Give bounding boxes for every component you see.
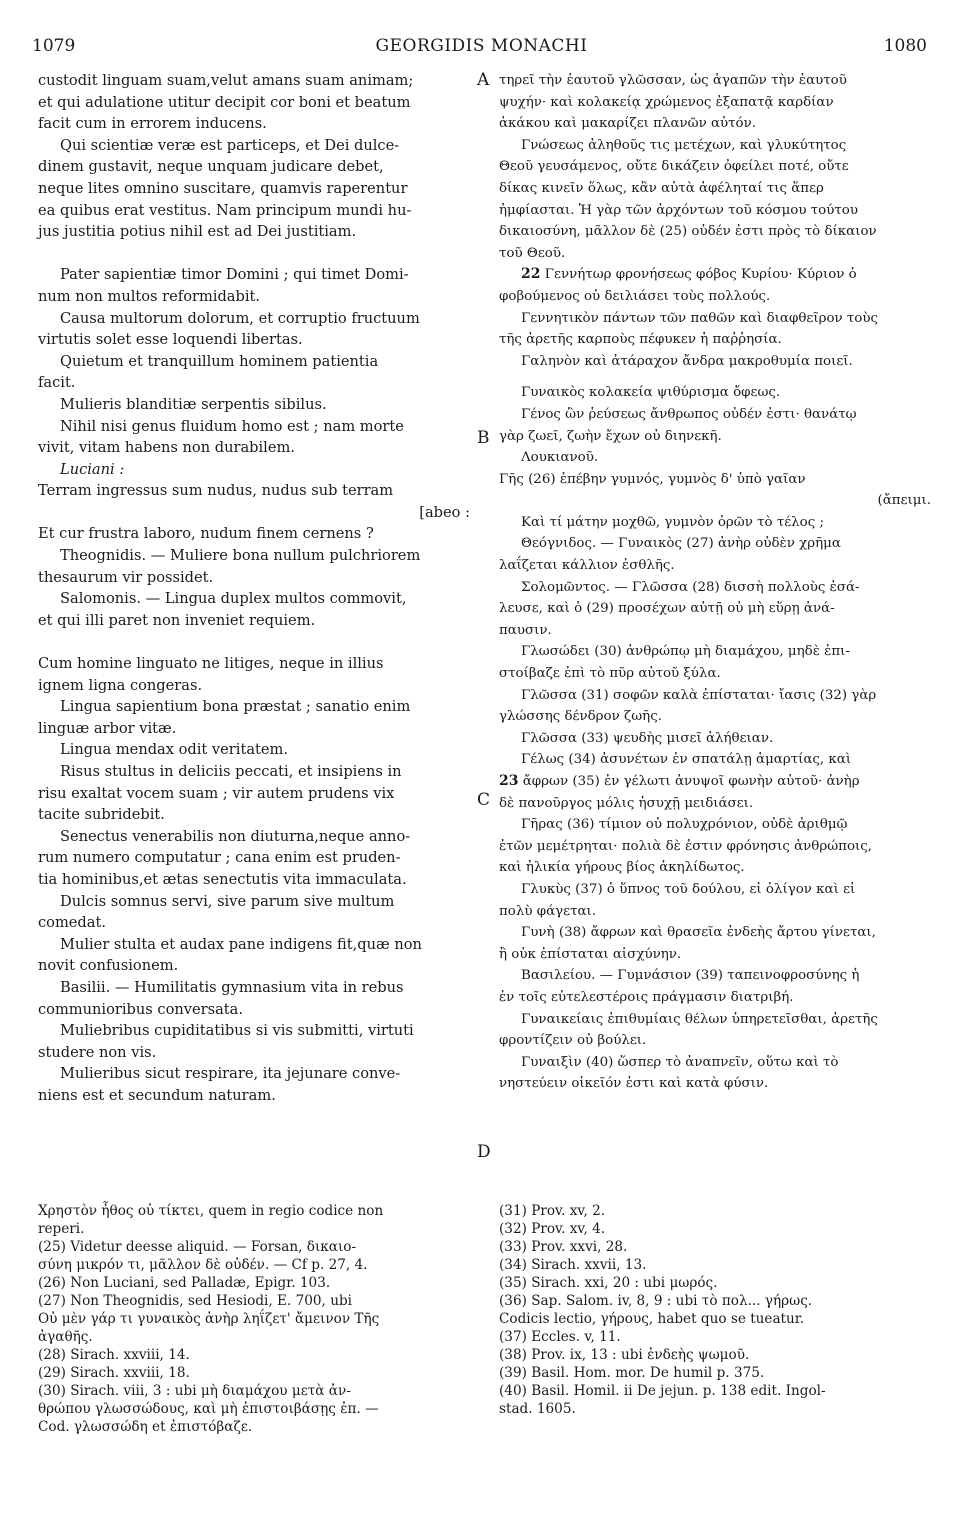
greek-line <box>499 771 931 793</box>
greek-line: φοβούμενος οὐ δειλιάσει τοὺς πολλούς. <box>499 288 771 304</box>
footnote-line: (32) Prov. xv, 4. <box>499 1221 606 1237</box>
latin-line: studere non vis. <box>38 1043 157 1061</box>
greek-line: παυσιν. <box>499 622 552 638</box>
greek-line: Λουκιανοῦ. <box>521 450 599 466</box>
footnote-line: (35) Sirach. xxi, 20 : ubi μωρός. <box>499 1275 718 1291</box>
latin-line: Quietum et tranquillum hominem patientia <box>60 352 379 370</box>
greek-line: δίκας κινεῖν ὅλως, κἂν αὐτὰ ἀφέληταί τις ἅπερ <box>499 180 824 196</box>
latin-column <box>38 70 470 1107</box>
greek-line: καὶ ἡλικία γήρους βίος ἀκηλίδωτος. <box>499 860 745 876</box>
greek-line-text: ἄφρων (35) ἐν γέλωτι ἀνυψοῖ φωνὴν αὐτοῦ· ἀνὴρ <box>522 774 860 789</box>
greek-line: λευσε, καὶ ὁ (29) προσέχων αὐτῇ οὐ μὴ εὕρῃ ἀνά- <box>499 601 835 617</box>
latin-line: et qui adulatione utitur decipit cor boni et beatum <box>38 93 411 111</box>
latin-line: Dulcis somnus servi, sive parum sive multum <box>60 892 395 910</box>
greek-line: δικαιοσύνη, μᾶλλον δὲ (25) οὐδέν ἐστι πρὸς τὸ δίκαιον <box>499 224 877 240</box>
footnote-line: (34) Sirach. xxvii, 13. <box>499 1257 647 1273</box>
latin-line: communioribus conversata. <box>38 1000 244 1018</box>
margin-letter-d: D <box>477 1142 491 1162</box>
latin-line: Risus stultus in deliciis peccati, et insipiens in <box>60 763 402 780</box>
greek-line: ἐν τοῖς εὐτελεστέροις πράγμασιν διατριβή. <box>499 989 794 1005</box>
latin-line: dinem gustavit, neque unquam judicare debet, <box>38 158 384 176</box>
page-number-right: 1080 <box>883 36 927 56</box>
greek-line: Γνώσεως ἀληθοῦς τις μετέχων, καὶ γλυκύτητος <box>521 137 847 153</box>
latin-line: num non multos reformidabit. <box>38 287 261 305</box>
latin-line: jus justitia potius nihil est ad Dei justitiam. <box>38 223 357 241</box>
greek-line: δὲ πανοῦργος μόλις ἡσυχῇ μειδιάσει. <box>499 795 754 811</box>
latin-line: Mulieris blanditiæ serpentis sibilus. <box>60 395 327 413</box>
greek-line: Γένος ὢν ῥεύσεως ἄνθρωπος οὐδέν ἐστι· θανάτῳ <box>521 406 857 422</box>
greek-line-text: Γεννήτωρ φρονήσεως φόβος Κυρίου· Κύριον ὁ <box>544 267 857 283</box>
latin-line: novit confusionem. <box>38 957 179 975</box>
footnote-line: (30) Sirach. viii, 3 : ubi μὴ διαμάχου μετὰ ἀν- <box>38 1383 351 1399</box>
greek-line: Γέλως (34) ἀσυνέτων ἐν σπατάλῃ ἁμαρτίας, καὶ <box>521 752 852 768</box>
greek-line: ἐτῶν μεμέτρηται· πολιὰ δὲ ἐστιν φρόνησις ἀνθρώποις, <box>499 838 873 854</box>
footnote-line: θρώπου γλωσσώδους, καὶ μὴ ἐπιστοιβάσῃς ἐπ. — <box>38 1401 379 1417</box>
latin-line: Theognidis. — Muliere bona nullum pulchriorem <box>60 547 421 565</box>
greek-line: τοῦ Θεοῦ. <box>499 245 566 261</box>
greek-line: Βασιλείου. — Γυμνάσιον (39) ταπεινοφροσύνης ἡ <box>521 968 860 984</box>
latin-line: Senectus venerabilis non diuturna,neque anno- <box>60 827 411 845</box>
footnote-line: (26) Non Luciani, sed Palladæ, Epigr. 103. <box>38 1275 331 1291</box>
latin-line: Terram ingressus sum nudus, nudus sub terram <box>38 482 394 500</box>
greek-line: στοίβαζε ἐπὶ τὸ πῦρ αὐτοῦ ξύλα. <box>499 666 721 682</box>
greek-line: Γεννητικὸν πάντων τῶν παθῶν καὶ διαφθεῖρον τοὺς <box>521 310 879 326</box>
latin-line: comedat. <box>38 914 106 932</box>
footnote-line: (40) Basil. Homil. ii De jejun. p. 138 edit. Ingol- <box>499 1383 826 1399</box>
latin-line: vivit, vitam habens non durabilem. <box>38 439 295 457</box>
latin-line: Mulier stulta et audax pane indigens fit,quæ non <box>60 935 422 953</box>
greek-line: ἀκάκου καὶ μακαρίζει πλανῶν αὐτόν. <box>499 116 757 132</box>
greek-line: Γλῶσσα (33) ψευδὴς μισεῖ ἀλήθειαν. <box>521 730 774 746</box>
greek-line: Γαληνὸν καὶ ἀτάραχον ἄνδρα μακροθυμία ποιεῖ. <box>521 353 853 369</box>
greek-column <box>499 70 931 1095</box>
latin-line: tacite subridebit. <box>38 806 165 824</box>
greek-line: Καὶ τί μάτην μοχθῶ, γυμνὸν ὁρῶν τὸ τέλος ; <box>521 514 824 530</box>
section-number: 22 <box>521 266 541 283</box>
greek-line: ἠμφίασται. Ἡ γὰρ τῶν ἀρχόντων τοῦ κόσμου τούτου <box>499 202 858 218</box>
footnote-line: Cod. γλωσσώδη et ἐπιστόβαζε. <box>38 1419 253 1435</box>
greek-line: τηρεῖ τὴν ἑαυτοῦ γλῶσσαν, ὡς ἀγαπῶν τὴν ἑαυτοῦ <box>499 73 847 88</box>
greek-line: Γυναιξὶν (40) ὥσπερ τὸ ἀναπνεῖν, οὕτω καὶ τὸ <box>521 1054 839 1070</box>
footnotes-right <box>499 1202 931 1418</box>
greek-line: ψυχήν· καὶ κολακείᾳ χρώμενος ἐξαπατᾷ καρδίαν <box>499 94 834 110</box>
footnote-line: reperi. <box>38 1221 85 1237</box>
greek-line: νηστεύειν οἰκεῖόν ἐστι καὶ κατὰ φύσιν. <box>499 1076 769 1092</box>
greek-line: Γλυκὺς (37) ὁ ὕπνος τοῦ δούλου, εἰ ὀλίγον καὶ εἰ <box>521 881 856 897</box>
latin-line: niens est et secundum naturam. <box>38 1086 276 1104</box>
footnote-line: (33) Prov. xxvi, 28. <box>499 1239 628 1255</box>
latin-line: Salomonis. — Lingua duplex multos commovit, <box>60 590 407 608</box>
greek-line: Γῆς (26) ἐπέβην γυμνός, γυμνὸς δ' ὑπὸ γαῖαν <box>499 471 806 487</box>
greek-line: Γυναικείαις ἐπιθυμίαις θέλων ὑπηρετεῖσθαι, ἀρετῆς <box>521 1011 878 1027</box>
latin-line: Cum homine linguato ne litiges, neque in illius <box>38 655 384 673</box>
latin-line: Nihil nisi genus fluidum homo est ; nam morte <box>60 417 404 435</box>
greek-line: πολὺ φάγεται. <box>499 903 597 919</box>
footnote-line: ἀγαθῆς. <box>38 1329 93 1345</box>
greek-line: τῆς ἀρετῆς καρποὺς πέφυκεν ἡ παῤῥησία. <box>499 332 782 348</box>
latin-line: virtutis solet esse loquendi libertas. <box>38 331 303 349</box>
latin-line: Lingua mendax odit veritatem. <box>60 741 288 759</box>
greek-line: Θεόγνιδος. — Γυναικὸς (27) ἀνὴρ οὐδὲν χρῆμα <box>521 536 841 552</box>
latin-line: facit cum in errorem inducens. <box>38 115 267 133</box>
latin-line: custodit linguam suam,velut amans suam animam; <box>38 72 414 89</box>
footnote-line: stad. 1605. <box>499 1401 576 1417</box>
greek-line: Γλῶσσα (31) σοφῶν καλὰ ἐπίσταται· ἴασις (32) γὰρ <box>521 687 877 703</box>
latin-line: risu exaltat vocem suam ; vir autem prudens vix <box>38 784 395 802</box>
footnote-line: (31) Prov. xv, 2. <box>499 1203 606 1219</box>
latin-line: Qui scientiæ veræ est particeps, et Dei dulce- <box>60 136 400 154</box>
latin-line: linguæ arbor vitæ. <box>38 719 177 737</box>
page-number-left: 1079 <box>32 36 76 56</box>
latin-line: neque lites omnino suscitare, quamvis raperentur <box>38 179 408 197</box>
latin-line: rum numero computatur ; cana enim est pruden- <box>38 849 401 867</box>
greek-line: Σολομῶντος. — Γλῶσσα (28) δισσὴ πολλοὺς ἐσά- <box>521 579 860 595</box>
greek-line: Γῆρας (36) τίμιον οὐ πολυχρόνιον, οὐδὲ ἀριθμῷ <box>521 817 848 833</box>
footnote-line: (39) Basil. Hom. mor. De humil p. 375. <box>499 1365 765 1381</box>
latin-line: Mulieribus sicut respirare, ita jejunare conve- <box>60 1065 401 1083</box>
footnote-line: (28) Sirach. xxviii, 14. <box>38 1347 190 1363</box>
latin-line: [abeo : <box>419 503 470 521</box>
latin-line: Lingua sapientium bona præstat ; sanatio enim <box>60 698 411 716</box>
greek-line: Γλωσώδει (30) ἀνθρώπῳ μὴ διαμάχου, μηδὲ ἐπι- <box>521 644 850 660</box>
greek-line: γλώσσης δένδρον ζωῆς. <box>499 709 662 725</box>
latin-line: Et cur frustra laboro, nudum finem cernens ? <box>38 525 374 543</box>
greek-line: Γυνὴ (38) ἄφρων καὶ θρασεῖα ἐνδεὴς ἄρτου γίνεται, <box>521 925 876 941</box>
margin-letter-c: C <box>477 790 491 810</box>
latin-line: ignem ligna congeras. <box>38 676 203 694</box>
greek-line: Γυναικὸς κολακεία ψιθύρισμα ὄφεως. <box>521 385 781 401</box>
footnote-line: Οὐ μὲν γάρ τι γυναικὸς ἀνὴρ ληΐζετ' ἄμεινον Τῆς <box>38 1311 380 1327</box>
latin-line: tia hominibus,et ætas senectutis vita immaculata. <box>38 870 407 888</box>
greek-line: λαΐζεται κάλλιον ἐσθλῆς. <box>499 558 675 574</box>
footnote-line: (29) Sirach. xxviii, 18. <box>38 1365 190 1381</box>
section-number: 23 <box>499 773 519 789</box>
footnotes-left <box>38 1202 470 1436</box>
greek-line: γὰρ ζωεῖ, ζωὴν ἔχων οὐ διηνεκῆ. <box>499 428 722 444</box>
running-title: GEORGIDIS MONACHI <box>375 36 588 56</box>
latin-line: Luciani : <box>60 460 125 478</box>
latin-line: Basilii. — Humilitatis gymnasium vita in rebus <box>60 978 404 996</box>
greek-line <box>499 264 931 286</box>
footnote-line: (37) Eccles. v, 11. <box>499 1329 621 1345</box>
latin-line: ea quibus erat vestitus. Nam principum mundi hu- <box>38 201 412 219</box>
greek-line: ἢ οὐκ ἐπίσταται αἰσχύνην. <box>499 946 682 962</box>
footnote-line: Χρηστὸν ἦθος οὐ τίκτει, quem in regio codice non <box>38 1203 384 1219</box>
footnote-line: (27) Non Theognidis, sed Hesiodi, E. 700, ubi <box>38 1293 353 1309</box>
footnote-line: σύνη μικρόν τι, μᾶλλον δὲ οὐδέν. — Cf p. 27, 4. <box>38 1257 368 1273</box>
latin-line: Pater sapientiæ timor Domini ; qui timet Domi- <box>60 266 409 284</box>
latin-line: et qui illi paret non inveniet requiem. <box>38 611 316 629</box>
margin-letter-b: B <box>477 428 490 448</box>
latin-line: thesaurum vir possidet. <box>38 568 214 586</box>
footnote-line: Codicis lectio, γήρους, habet quo se tueatur. <box>499 1311 805 1327</box>
footnote-line: (25) Videtur deesse aliquid. — Forsan, δικαιο- <box>38 1239 357 1255</box>
footnote-line: (36) Sap. Salom. iv, 8, 9 : ubi τὸ πολ... γήρως. <box>499 1293 813 1309</box>
greek-line: Θεοῦ γευσάμενος, οὔτε δικάζειν ὀφείλει ποτέ, οὔτε <box>499 159 849 175</box>
latin-line: Muliebribus cupiditatibus si vis submitti, virtuti <box>60 1022 414 1040</box>
greek-line: (ἄπειμι. <box>877 493 931 509</box>
margin-letter-a: A <box>477 70 490 90</box>
latin-line: Causa multorum dolorum, et corruptio fructuum <box>60 309 420 327</box>
latin-line: facit. <box>38 374 76 392</box>
footnote-line: (38) Prov. ix, 13 : ubi ἐνδεὴς ψωμοῦ. <box>499 1347 750 1363</box>
greek-line: φροντίζειν οὐ βούλει. <box>499 1033 647 1049</box>
